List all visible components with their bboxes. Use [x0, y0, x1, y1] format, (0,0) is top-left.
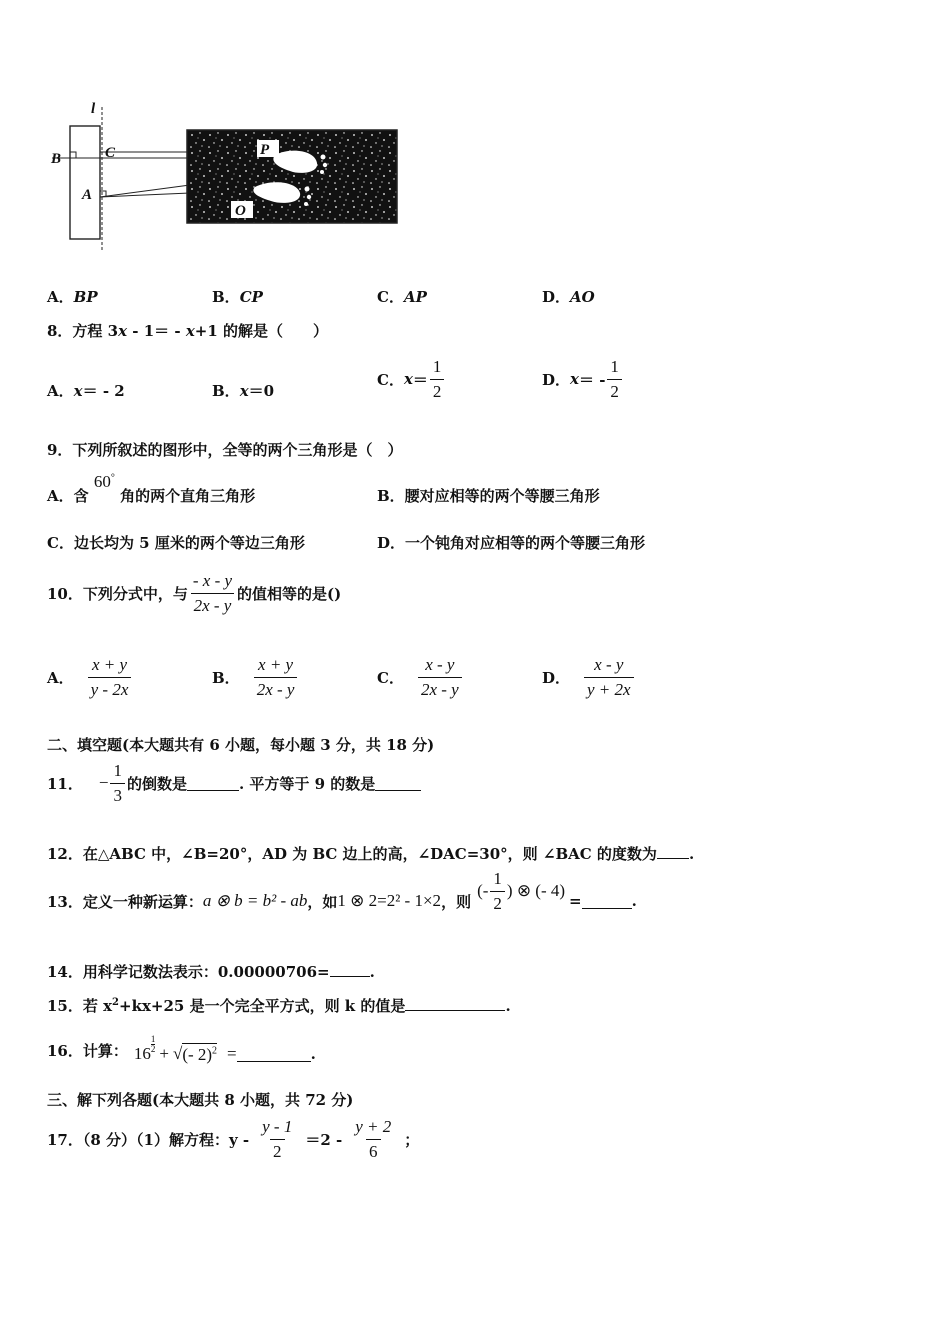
q12: 12．在△ABC 中，∠B=20°，AD 为 BC 边上的高，∠DAC=30°，则 ∠BAC 的度数为 . [47, 845, 695, 863]
q11-fraction: $\frac{1}{3}$ [110, 761, 125, 806]
q7-option-b: B．CP [212, 288, 263, 306]
q17-fraction-2: $\frac{y + 2}{6}$ [355, 1116, 392, 1161]
q17-fraction-1: $\frac{y - 1}{2}$ [262, 1116, 293, 1161]
q12-blank[interactable] [657, 844, 689, 859]
q10-option-b: B． $\frac{x + y}{2x - y}$ [212, 650, 299, 704]
q7-option-c: C．AP [377, 288, 427, 306]
q8-c-fraction: $\frac{1}{2}$ [430, 357, 445, 402]
q11-blank-1[interactable] [187, 776, 239, 791]
q10-option-d: D． $\frac{x - y}{y + 2x}$ [542, 650, 636, 704]
label-P: P [260, 142, 270, 158]
q10-stem-fraction: $\frac{- x - y}{2x - y}$ [190, 571, 235, 616]
label-O: O [235, 203, 246, 219]
q10-stem: 10．下列分式中，与 $\frac{- x - y}{2x - y}$ 的值相等的是() [47, 570, 342, 615]
q15-blank[interactable] [405, 996, 505, 1011]
q9-option-a: A．含 60° 角的两个直角三角形 [47, 472, 256, 505]
q13: 13．定义一种新运算： a ⊗ b = b² - ab ，如 1 ⊗ 2=2² - 1×2 ，则 (- $\frac{1}{2}$ ) ⊗ (- 4) = . [47, 868, 637, 913]
q11-blank-2[interactable] [375, 776, 421, 791]
q8-d-fraction: $\frac{1}{2}$ [607, 357, 622, 402]
q7-option-b-text: CP [239, 288, 263, 306]
q8-option-b: B．x＝0 [212, 382, 275, 400]
q8-option-c: C． x ＝ $\frac{1}{2}$ [377, 354, 446, 404]
q9-option-b: B．腰对应相等的两个等腰三角形 [377, 487, 600, 505]
q7-option-d: D．AO [542, 288, 595, 306]
label-l: l [91, 101, 96, 117]
q8-option-a: A．x＝ - 2 [47, 382, 125, 400]
q16: 16．计算： 16 1 2 + √ (- 2)$^2$ = . [47, 1033, 316, 1064]
label-B: B [51, 151, 62, 167]
q10-option-a: A． $\frac{x + y}{y - 2x}$ [47, 650, 133, 704]
q7-option-c-text: AP [403, 288, 427, 306]
section-3-heading: 三、解下列各题(本大题共 8 小题，共 72 分) [47, 1091, 354, 1109]
q17: 17．（8 分）（1）解方程：y - $\frac{y - 1}{2}$ ＝2 - $\frac{y + 2}{6}$ ； [47, 1116, 420, 1161]
q15: 15．若 $x^2+kx+25$ 是一个完全平方式，则 k 的值是 . [47, 997, 511, 1015]
q13-fraction: $\frac{1}{2}$ [490, 869, 505, 914]
section-2-heading: 二、填空题(本大题共有 6 小题，每小题 3 分，共 18 分) [47, 736, 435, 754]
geometry-figure [45, 95, 405, 255]
q14-blank[interactable] [330, 962, 370, 977]
q16-blank[interactable] [237, 1047, 311, 1062]
q14: 14．用科学记数法表示：0.00000706= . [47, 963, 375, 981]
q10-option-c: C． $\frac{x - y}{2x - y}$ [377, 650, 464, 704]
q9-option-c: C．边长均为 5 厘米的两个等边三角形 [47, 534, 305, 552]
q7-option-d-text: AO [570, 288, 595, 306]
q8-stem: 8．方程 3x - 1＝ - x+1 的解是（ ） [47, 322, 329, 340]
q8-option-d: D． x ＝ - $\frac{1}{2}$ [542, 354, 624, 404]
label-C: C [105, 145, 116, 161]
q11: 11． − $\frac{1}{3}$ 的倒数是 . 平方等于 9 的数是 [47, 758, 421, 808]
q7-option-a: A．BP [47, 288, 98, 306]
label-A: A [82, 187, 93, 203]
q13-blank[interactable] [582, 894, 632, 909]
q9-option-d: D．一个钝角对应相等的两个等腰三角形 [377, 534, 646, 552]
q7-option-a-text: BP [73, 288, 98, 306]
q9-stem: 9．下列所叙述的图形中，全等的两个三角形是（ ） [47, 441, 403, 459]
